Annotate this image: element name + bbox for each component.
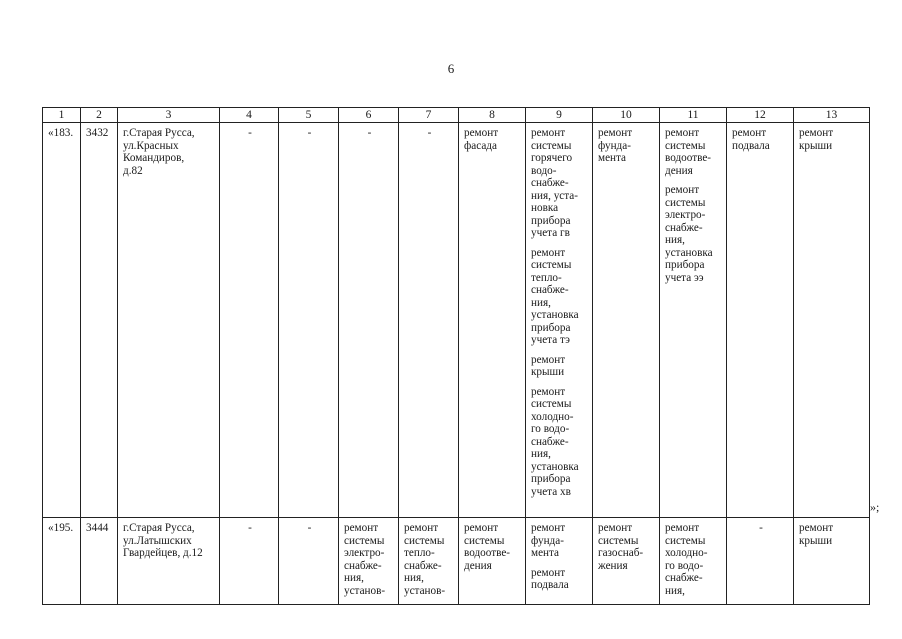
table-cell xyxy=(81,518,118,605)
work-item xyxy=(123,522,216,560)
cell-text-line: - xyxy=(307,127,312,139)
table-cell xyxy=(526,518,593,605)
column-number-header: 1 xyxy=(43,108,81,123)
column-number-header: 13 xyxy=(794,108,870,123)
cell-text-line: ния, xyxy=(531,296,551,309)
table-cell xyxy=(794,123,870,518)
column-number-header: 5 xyxy=(279,108,339,123)
cell-text-line: снабже- xyxy=(344,559,382,572)
work-item xyxy=(404,522,455,597)
cell-text-line: системы xyxy=(665,534,706,547)
cell-text-line: установка xyxy=(531,309,579,321)
work-item xyxy=(598,522,656,572)
table-row xyxy=(43,518,870,605)
cell-text-line: «183. xyxy=(48,127,74,139)
cell-text-line: Командиров, xyxy=(123,152,185,164)
cell-text-line: водоотве- xyxy=(464,547,511,559)
cell-text-line: крыши xyxy=(531,366,565,378)
cell-text-line: подвала xyxy=(531,579,569,591)
work-item xyxy=(732,127,790,152)
work-item xyxy=(344,127,395,140)
cell-text-line: г.Старая Русса, xyxy=(123,127,195,139)
cell-text-line: ремонт xyxy=(598,522,633,534)
cell-text-line: ремонт xyxy=(665,184,700,196)
cell-text-line: газоснаб- xyxy=(598,547,644,559)
table-cell xyxy=(118,123,220,518)
cell-text-line: ремонт xyxy=(531,385,566,398)
cell-text-line: холодно- xyxy=(531,410,574,423)
cell-text-line: ремонт xyxy=(344,522,379,534)
table-cell xyxy=(339,123,399,518)
cell-text-line: системы xyxy=(598,534,639,547)
work-item xyxy=(799,127,866,152)
work-item xyxy=(531,522,589,560)
column-number-header: 6 xyxy=(339,108,399,123)
table-cell xyxy=(727,123,794,518)
work-item xyxy=(464,522,522,572)
table-cell xyxy=(81,123,118,518)
cell-text-line: - xyxy=(759,522,763,534)
page-number: 6 xyxy=(447,61,455,76)
cell-text-line: учета хв xyxy=(531,485,571,498)
cell-text-line: 3432 xyxy=(86,127,109,139)
cell-text-line: ремонт xyxy=(799,522,834,534)
cell-text-line: тепло- xyxy=(531,271,562,284)
cell-text-line: - xyxy=(307,522,312,534)
cell-text-line: снабже- xyxy=(665,572,703,584)
cell-text-line: установ- xyxy=(404,584,446,597)
work-item xyxy=(665,184,723,284)
cell-text-line: установ- xyxy=(344,584,386,597)
column-number-header: 10 xyxy=(593,108,660,123)
work-item xyxy=(404,127,455,140)
column-number-header: 2 xyxy=(81,108,118,123)
cell-text-line: 3444 xyxy=(86,522,109,534)
column-number-header: 12 xyxy=(727,108,794,123)
cell-text-line: крыши xyxy=(799,139,833,152)
cell-text-line: водо- xyxy=(531,164,557,177)
work-item xyxy=(531,386,589,499)
cell-text-line: электро- xyxy=(665,209,706,221)
table-cell xyxy=(727,518,794,605)
cell-text-line: прибора xyxy=(531,214,571,227)
cell-text-line: ремонт xyxy=(531,127,566,139)
cell-text-line: системы xyxy=(665,196,706,209)
work-item xyxy=(531,567,589,592)
table-cell xyxy=(43,518,81,605)
cell-text-line: дения xyxy=(464,559,492,572)
cell-text-line: мента xyxy=(598,152,627,164)
cell-text-line: фунда- xyxy=(531,534,564,547)
column-number-header: 4 xyxy=(220,108,279,123)
cell-text-line: прибора xyxy=(665,259,705,271)
cell-text-line: электро- xyxy=(344,547,385,559)
cell-text-line: учета тэ xyxy=(531,334,570,346)
column-number-row xyxy=(43,108,870,123)
work-item xyxy=(531,247,589,347)
table-cell xyxy=(339,518,399,605)
cell-text-line: установка xyxy=(531,460,579,473)
table-cell xyxy=(593,518,660,605)
cell-text-line: дения xyxy=(665,164,693,177)
cell-text-line: системы xyxy=(665,139,706,152)
cell-text-line: ния, уста- xyxy=(531,189,578,202)
work-item xyxy=(732,522,790,535)
cell-text-line: снабже- xyxy=(404,559,442,572)
cell-text-line: ния, xyxy=(531,448,551,460)
table-cell xyxy=(118,518,220,605)
cell-text-line: ния, xyxy=(665,584,685,597)
cell-text-line: системы xyxy=(464,534,505,547)
work-item xyxy=(531,354,589,379)
work-item xyxy=(799,522,866,547)
cell-text-line: фунда- xyxy=(598,139,631,152)
cell-text-line: фасада xyxy=(464,139,497,152)
table-cell xyxy=(399,123,459,518)
cell-text-line: системы xyxy=(531,398,572,410)
column-number-header: 8 xyxy=(459,108,526,123)
work-item xyxy=(48,127,77,140)
cell-text-line: холодно- xyxy=(665,547,708,559)
cell-text-line: ремонт xyxy=(531,353,566,366)
column-number-header: 11 xyxy=(660,108,727,123)
cell-text-line: - xyxy=(248,127,252,139)
cell-text-line: ремонт xyxy=(665,127,700,139)
table-cell xyxy=(660,123,727,518)
cell-text-line: прибора xyxy=(531,473,571,485)
work-item xyxy=(665,522,723,597)
cell-text-line: ремонт xyxy=(665,522,700,534)
cell-text-line: ния, xyxy=(404,572,424,584)
cell-text-line: крыши xyxy=(799,534,833,547)
cell-text-line: ния, xyxy=(665,234,685,246)
table-cell xyxy=(660,518,727,605)
cell-text-line: г.Старая Русса, xyxy=(123,522,195,534)
row-closing-quote: »; xyxy=(870,500,880,514)
cell-text-line: мента xyxy=(531,547,560,559)
cell-text-line: новка xyxy=(531,202,559,214)
cell-text-line: системы xyxy=(531,259,572,271)
cell-text-line: ремонт xyxy=(464,522,499,534)
work-item xyxy=(284,522,335,535)
work-item xyxy=(123,127,216,177)
cell-text-line: жения xyxy=(598,559,628,572)
cell-text-line: го водо- xyxy=(531,423,570,435)
column-number-header: 7 xyxy=(399,108,459,123)
cell-text-line: учета гв xyxy=(531,227,570,239)
cell-text-line: Гвардейцев, д.12 xyxy=(123,547,203,559)
table-cell xyxy=(279,518,339,605)
cell-text-line: учета ээ xyxy=(665,271,704,284)
cell-text-line: горячего xyxy=(531,152,573,164)
cell-text-line: - xyxy=(427,127,432,139)
cell-text-line: д.82 xyxy=(123,164,143,177)
cell-text-line: системы xyxy=(344,534,385,547)
work-item xyxy=(284,127,335,140)
table-cell xyxy=(43,123,81,518)
cell-text-line: ремонт xyxy=(799,127,834,139)
work-item xyxy=(344,522,395,597)
work-item xyxy=(531,127,589,240)
cell-text-line: ремонт xyxy=(598,127,633,139)
cell-text-line: установка xyxy=(665,246,713,259)
cell-text-line: ремонт xyxy=(531,522,566,534)
cell-text-line: системы xyxy=(404,534,445,547)
table-row xyxy=(43,123,870,518)
table-cell xyxy=(459,518,526,605)
cell-text-line: - xyxy=(367,127,372,139)
column-number-header: 3 xyxy=(118,108,220,123)
work-item xyxy=(86,127,114,140)
work-item xyxy=(225,127,275,140)
cell-text-line: ул.Красных xyxy=(123,139,179,152)
work-item xyxy=(665,127,723,177)
cell-text-line: системы xyxy=(531,139,572,152)
cell-text-line: подвала xyxy=(732,139,770,152)
table-cell xyxy=(459,123,526,518)
repair-schedule-table xyxy=(42,107,870,605)
cell-text-line: тепло- xyxy=(404,547,435,559)
work-item xyxy=(225,522,275,535)
cell-text-line: ремонт xyxy=(464,127,499,139)
cell-text-line: снабже- xyxy=(531,435,569,448)
cell-text-line: снабже- xyxy=(531,284,569,296)
cell-text-line: снабже- xyxy=(531,177,569,189)
cell-text-line: ремонт xyxy=(531,246,566,259)
cell-text-line: прибора xyxy=(531,321,571,334)
table-cell xyxy=(220,123,279,518)
cell-text-line: ул.Латышских xyxy=(123,534,192,547)
work-item xyxy=(464,127,522,152)
cell-text-line: ремонт xyxy=(732,127,767,139)
cell-text-line: - xyxy=(248,522,252,534)
cell-text-line: ремонт xyxy=(531,566,566,579)
cell-text-line: го водо- xyxy=(665,559,704,572)
work-item xyxy=(86,522,114,535)
cell-text-line: снабже- xyxy=(665,221,703,234)
cell-text-line: водоотве- xyxy=(665,152,712,164)
cell-text-line: ремонт xyxy=(404,522,439,534)
table-cell xyxy=(399,518,459,605)
cell-text-line: «195. xyxy=(48,522,74,534)
cell-text-line: ния, xyxy=(344,572,364,584)
work-item xyxy=(598,127,656,165)
column-number-header: 9 xyxy=(526,108,593,123)
table-cell xyxy=(794,518,870,605)
table-cell xyxy=(220,518,279,605)
table-cell xyxy=(279,123,339,518)
table-cell xyxy=(593,123,660,518)
table-cell xyxy=(526,123,593,518)
work-item xyxy=(48,522,77,535)
